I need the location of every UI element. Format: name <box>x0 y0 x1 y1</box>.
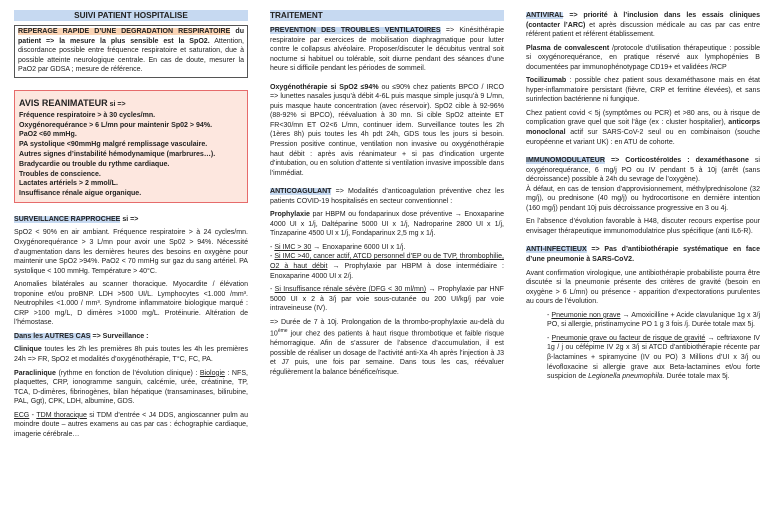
paraclinique-text: Paraclinique (rythme en fonction de l’évolution clinique) : Biologie : NFS, plaquettes, CRP, ionogramme sanguin, calcémie, urée, créatinine, TP, TCA, D-dimères, fibrinogènes, bilan hépatique (transaminases, bilirubine, PAL, Ggt), CPK, LDH, albumine, GDS. <box>14 369 248 406</box>
plasma-text: Plasma de convalescent /protocole d’utilisation thérapeutique : possible si oxygénorequérance, en pratique réservé aux lymphopénies B documentées par immunophénotypage CD19+ et validées /RCP <box>526 44 760 71</box>
imc40-text: - Si IMC >40, cancer actif, ATCD personnel d’EP ou de TVP, thrombophilie, O2 à haut débit → Prophylaxie par HBPM à dose intermédiaire : Enoxaparine 4000 UI x 2/j. <box>270 253 504 280</box>
surveillance-criteria: SpO2 < 90% en air ambiant. Fréquence respiratoire > à 24 cycles/mn. Oxygénorequérance > 3 L/mn pour avoir une Sp02 > 94%. Nécessité d’augmentation dans les dernières heures des besoins en oxygène pour maintenir une SpO2 >94%. PaO2 < 70 mmHg sur gaz du sang artériel. PA systolique < 100 mmHg. Température > 40°C. <box>14 229 248 275</box>
reperage-box: REPERAGE RAPIDE D’UNE DEGRADATION RESPIRATOIRE du patient => la mesure la plus sensible est la SpO2. Attention, discordance possible entre fréquence respiratoire et saturation, due à possible atteinte neurologique centrale. En cas de doute, mesurer la PaO2 par GDSA ; mesure de référence. <box>14 25 248 78</box>
avis-item: Insuffisance rénale aigue organique. <box>19 190 142 198</box>
reperage-heading: REPERAGE RAPIDE D’UNE DEGRADATION RESPIRATOIRE <box>18 28 231 35</box>
section-title-suivi: SUIVI PATIENT HOSPITALISE <box>14 10 248 21</box>
avant-confirmation-text: Avant confirmation virologique, une antibiothérapie probabiliste pourra être discutée si la pneumonie présente des critères de gravité (besoin en oxygène > 6 L/mn) ou présence - apparition d’expectorations purulentes au cours de l’évolution. <box>526 269 760 306</box>
avis-item: Bradycardie ou trouble du rythme cardiaque. <box>19 160 170 168</box>
tocilizumab-text: Tocilizumab : possible chez patient sous dexaméthasone mais en état hyper-inflammatoire persistant (fièvre, CRP et ferritine élevées), et sans surinfection bactérienne ni fungique. <box>526 77 760 104</box>
avis-item: Fréquence respiratoire > à 30 cycles/mn. <box>19 111 156 119</box>
pneumonie-non-grave-text: - Pneumonie non grave → Amoxicilline + Acide clavulanique 1g x 3/j PO, si allergie, pristinamycine PO 1 g 3 fois /j. Durée totale max 5j. <box>547 311 761 329</box>
imc30-text: - Si IMC > 30 → Enoxaparine 6000 UI x 1/j. <box>270 243 406 251</box>
column-suivi: SUIVI PATIENT HOSPITALISE REPERAGE RAPIDE D’UNE DEGRADATION RESPIRATOIRE du patient => la mesure la plus sensible est la SpO2. Attention, discordance possible entre fréquence respiratoire et saturation, due à possible atteinte neurologique centrale. En cas de doute, mesurer la PaO2 par GDSA ; mesure de référence. AVIS REANIMATEUR si => Fréquence respiratoire > à 30 cycles/mn. Oxygénorequérance > 6 L/mn pour maintenir Sp02 > 94%. PaO2 <60 mmHg. PA systolique <90mmHg malgré remplissage vasculaire. Autres signes d’instabilité hémodynamique (marbrures…). Bradycardie ou trouble du rythme cardiaque. Troubles de conscience. Lactates artériels > 2 mmol/L. Insuffisance rénale aigue organique. SURVEILLANCE RAPPROCHEE si => SpO2 < 90% en air ambiant. Fréquence respiratoire > à 24 cycles/mn. Oxygénorequérance > 3 L/mn pour avoir une Sp02 > 94%. Nécessité d’augmentation dans les dernières heures des besoins en oxygène pour maintenir une SpO2 >94%. PaO2 < 70 mmHg sur gaz du sang artériel. PA systolique < 100 mmHg. Température > 40°C. Anomalies bilatérales au scanner thoracique. Myocardite / élévation troponine et/ou proBNP. LDH >500 UI/L. Lymphocytes <1.000 /mm³. Neutrophiles <1.000 / mm³. Syndrome inflammatoire biologique marqué : CRP >100 mg/L, D dimères >1000 mg/L. Protéinurie. Altération de l’hémostase. Dans les AUTRES CAS => Surveillance : Clinique toutes les 2h les premières 8h puis toutes les 4h les premières 24h => FR, SpO2 et modalités d’oxygénothérapie, T°C, FC, PA. Paraclinique (rythme en fonction de l’évolution clinique) : Biologie : NFS, plaquettes, CRP, ionogramme sanguin, calcémie, urée, créatinine, TP, TCA, D-dimères, fibrinogènes, bilan hépatique (transaminases, bilirubine, PAL, Ggt), CPK, LDH, albumine, GDS. ECG - TDM thoracique si TDM d’entrée < J4 DDS, angioscanner pulm au moindre doute – autres examens au cas par cas : échographie cardiaque, imagerie cérébrale… <box>14 11 248 438</box>
column-traitement <box>270 0 504 511</box>
autres-cas-heading: Dans les AUTRES CAS <box>14 332 91 340</box>
avis-item: PA systolique <90mmHg malgré remplissage vasculaire. <box>19 141 208 149</box>
insuffisance-renale-text: - Si Insuffisance rénale sévère (DFG < 30 ml/mn) → Prophylaxie par HNF 5000 UI x 2 à 3/j par voie sous-cutanée ou 200 UI/kg/j par voie intraveineuse (IV). <box>270 286 504 313</box>
anti-infectieux-text: ANTI-INFECTIEUX => Pas d’antibiothérapie systématique en face d’une pneumonie à SARS-CoV2. <box>526 246 760 264</box>
surveillance-biology: Anomalies bilatérales au scanner thoracique. Myocardite / élévation troponine et/ou proBNP. LDH >500 UI/L. Lymphocytes <1.000 /mm³. Neutrophiles <1.000 / mm³. Syndrome inflammatoire biologique marqué : CRP >100 mg/L, D dimères >1000 mg/L. Protéinurie. Altération de l’hémostase. <box>14 281 248 327</box>
clinique-text: Clinique toutes les 2h les premières 8h puis toutes les 4h les premières 24h => FR, SpO2 et modalités d’oxygénothérapie, T°C, FC, PA. <box>14 346 248 364</box>
prophylaxie-text: Prophylaxie par HBPM ou fondaparinux dose préventive → Enoxaparine 4000 UI x 1/j, Daltéparine 5000 UI x 1/j, Nadroparine 2800 UI x 1/j, Tinzaparine 4500 UI x 1/j, Fondaparinux 2,5 mg x 1/j. <box>270 211 504 238</box>
immunomodulateur-text: IMMUNOMODULATEUR => Corticostéroïdes : dexaméthasone si oxygénorequérance, 6 mg/j PO ou IV pendant 5 à 10j (arrêt (sans décroissance) possible à 24h du sevrage de l’oxygène). <box>526 157 760 184</box>
avis-item: PaO2 <60 mmHg. <box>19 131 77 139</box>
oxygenotherapie-text: Oxygénothérapie si SpO2 ≤94% ou ≤90% chez patients BPCO / IRCO => lunettes nasales jusqu’à débit 4-6L puis masque simple jusqu’à 9 L/mn, puis masque haute concentration (avec réservoir). SpO2 cible à 92-96% (88-92% si BPCO), réévaluation à 30 mn. Si cible SpO2 atteinte ET FR<30/mn ET O2<6 L/mn, continuer idem. Surveillance toutes les 2h (1ères 8h) puis toutes les 4h pdt 24h, GDS tous les jours si besoin. Pression positive continue, ventilation non invasive ou oxygénothérapie haut débit : après avis réanimateur + si pas d’indication urgente d’intubation, ou en solution d’attente si ventilation invasive impossible dans l’immédiat. <box>270 83 504 177</box>
column-therapeutiques <box>526 0 760 511</box>
avis-item: Lactates artériels > 2 mmol/L. <box>19 180 118 188</box>
avis-item: Oxygénorequérance > 6 L/mn pour maintenir Sp02 > 94%. <box>19 121 213 129</box>
defaut-text: À défaut, en cas de tension d’approvisionnement, méthylprednisolone (32 mg/j), ou prednisone (40 mg/j) ou hydrocortisone en dernière intention (160 mg/j) pendant 10j puis décroissance progressive en 3 ou 4j. <box>526 185 760 212</box>
avis-reanimateur-box: AVIS REANIMATEUR si => Fréquence respiratoire > à 30 cycles/mn. Oxygénorequérance > 6 L/mn pour maintenir Sp02 > 94%. PaO2 <60 mmHg. PA systolique <90mmHg malgré remplissage vasculaire. Autres signes d’instabilité hémodynamique (marbrures…). Bradycardie ou trouble du rythme cardiaque. Troubles de conscience. Lactates artériels > 2 mmol/L. Insuffisance rénale aigue organique. <box>14 90 248 203</box>
avis-item: Autres signes d’instabilité hémodynamique (marbrures…). <box>19 150 216 158</box>
absence-text: En l’absence d’évolution favorable à H48, discuter recours expertise pour envisager thérapeutique immunomodulatrice plus spécifique (anti IL6-R). <box>526 218 760 235</box>
surveillance-heading: SURVEILLANCE RAPPROCHEE <box>14 215 121 223</box>
avis-item: Troubles de conscience. <box>19 170 101 178</box>
avis-heading: AVIS REANIMATEUR <box>19 97 108 108</box>
prevention-text: PREVENTION DES TROUBLES VENTILATOIRES => Kinésithérapie respiratoire par exercices de mobilisation diaphragmatique pour lutter contre le collapsus alvéolaire. Proposer/discuter le décubitus ventral soit nocturne si habituel ou tolérable, soit diurne pendant des séances d’une heure si difficile pendant les périodes de sommeil. <box>270 27 504 73</box>
duree-text: => Durée de 7 à 10j. Prolongation de la thrombo-prophylaxie au-delà du 10ème jour chez des patients à haut risque thrombotique et faible risque hémorragique. Afin de s’assurer de l’absence d’accumulation, il est possible de réaliser un dosage de l’activité anti-Xa 4h après l’injection à J3 et J7 puis, une fois par semaine. Dans tous les cas, réévaluer régulièrement la balance bénéfice/risque. <box>270 318 504 376</box>
ecg-tdm-text: ECG - TDM thoracique si TDM d’entrée < J4 DDS, angioscanner pulm au moindre doute – autres examens au cas par cas : échographie cardiaque, imagerie cérébrale… <box>14 411 248 438</box>
antiviral-text: ANTIVIRAL => priorité à l’inclusion dans les essais cliniques (contacter l’ARC) et après discussion médicale au cas par cas entre référent patient et référent établissement. <box>526 12 760 39</box>
anticorps-text: Chez patient covid < 5j (symptômes ou PCR) et >80 ans, ou à risque de complication grave quel que soit l’âge (ex : cluster hospitalier), anticorps monoclonal actif sur SARS-CoV-2 seul ou en combinaison (souche européenne et variant UK) : en ATU de cohorte. <box>526 109 760 146</box>
section-title-traitement: TRAITEMENT <box>270 10 504 21</box>
pneumonie-grave-text: - Pneumonie grave ou facteur de risque de gravité → ceftriaxone IV 1g / j ou céfépime IV 2g x 3/j si ATCD d’antibiothérapie récente par β-lactamines + spiramycine (IV ou PO) 3 Millions d’UI x 3/j ou lévofloxacine si allergie grave aux Beta-lactamines et/ou forte suspicion de Legionella pneumophila. Durée totale max 5j. <box>547 334 760 381</box>
anticoagulant-text: ANTICOAGULANT => Modalités d’anticoagulation préventive chez les patients COVID-19 hospitalisés en secteur conventionnel : <box>270 188 504 205</box>
